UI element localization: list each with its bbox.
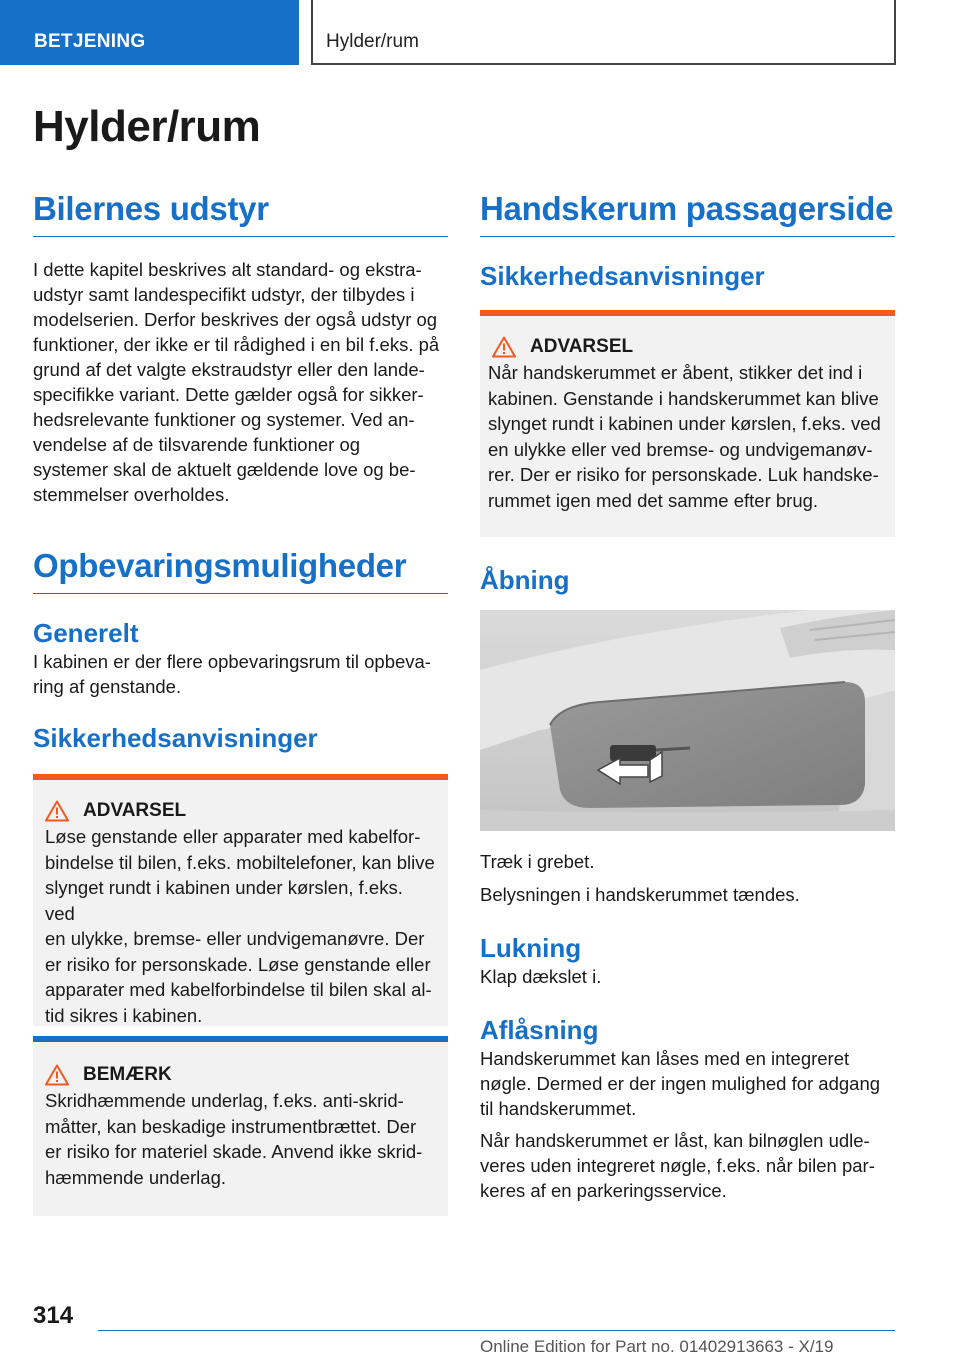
- abning-text-1: Træk i grebet.: [480, 851, 595, 872]
- footer-divider: [98, 1330, 895, 1331]
- heading-bilernes-udstyr: Bilernes udstyr: [33, 190, 448, 237]
- text-line: specifikke variant. Dette gælder også for sikker-: [33, 384, 424, 405]
- text-line: udstyr samt landespecifikt udstyr, der tilbydes i: [33, 284, 415, 305]
- text-line: I kabinen er der flere opbevaringsrum til opbeva-: [33, 651, 431, 672]
- heading-opbevaringsmuligheder: Opbevaringsmuligheder: [33, 547, 448, 594]
- warning-triangle-icon: [45, 1064, 69, 1086]
- text-line: måtter, kan beskadige instrumentbrættet. Der: [45, 1115, 417, 1137]
- section-label: BETJENING: [34, 31, 146, 52]
- text-line: en ulykke, bremse- eller undvigemanøvre. Der: [45, 928, 425, 949]
- text-line: I dette kapitel beskrives alt standard- og ekstra-: [33, 259, 422, 280]
- abning-text-2: Belysningen i handskerummet tændes.: [480, 884, 800, 905]
- text-line: slynget rundt i kabinen under kørslen, f.eks. ved: [488, 413, 881, 434]
- page-number: 314: [33, 1302, 74, 1329]
- warning-text: [45, 824, 436, 1028]
- warning-title: ADVARSEL: [83, 800, 187, 821]
- text-line: grund af det valgte ekstraudstyr eller den lande-: [33, 359, 425, 380]
- page-title: Hylder/rum: [33, 102, 261, 151]
- heading-aflasning: Aflåsning: [480, 1015, 599, 1045]
- lukning-text: Klap dækslet i.: [480, 966, 602, 987]
- warning-triangle-icon: [492, 336, 516, 358]
- text-line: slynget rundt i kabinen under kørslen, f.eks. ved: [45, 877, 403, 924]
- text-line: Når handskerummet er låst, kan bilnøglen udle-: [480, 1130, 870, 1151]
- text-line: rer. Der er risiko for personskade. Luk handske-: [488, 464, 879, 485]
- intro-paragraph: [33, 257, 448, 507]
- heading-sikkerhedsanvisninger: Sikkerhedsanvisninger: [480, 261, 765, 291]
- text-line: Handskerummet kan låses med en integreret: [480, 1048, 850, 1069]
- note-box: [33, 1036, 448, 1216]
- aflasning-paragraph-2: [480, 1128, 895, 1203]
- warning-box: [33, 774, 448, 1026]
- note-text: [45, 1088, 436, 1190]
- warning-header: [488, 336, 883, 358]
- text-line: ring af genstande.: [33, 676, 182, 697]
- text-line: nøgle. Dermed er der ingen mulighed for adgang: [480, 1073, 881, 1094]
- warning-box: [480, 310, 895, 537]
- text-line: veres uden integreret nøgle, f.eks. når bilen par-: [480, 1155, 875, 1176]
- text-line: keres af en parkeringsservice.: [480, 1180, 727, 1201]
- text-line: apparater med kabelforbindelse til bilen skal al-: [45, 979, 432, 1000]
- text-line: en ulykke eller ved bremse- og undvigemanøv-: [488, 438, 873, 460]
- text-line: til handskerummet.: [480, 1098, 637, 1119]
- text-line: er risiko for materiel skade. Anvend ikke skrid-: [45, 1141, 423, 1162]
- note-title: BEMÆRK: [83, 1064, 172, 1085]
- text-line: systemer skal de aktuelt gældende love og be-: [33, 459, 416, 480]
- text-line: Løse genstande eller apparater med kabelfor-: [45, 826, 421, 847]
- generelt-paragraph: [33, 649, 448, 699]
- chapter-label: Hylder/rum: [326, 31, 419, 52]
- heading-abning: Åbning: [480, 565, 570, 595]
- heading-generelt: Generelt: [33, 618, 139, 648]
- text-line: bindelse til bilen, f.eks. mobiltelefoner, kan blive: [45, 851, 435, 873]
- text-line: hedsrelevante funktioner og systemer. Ved an-: [33, 409, 415, 430]
- text-line: modelserien. Derfor beskrives der også udstyr og: [33, 309, 438, 330]
- text-line: stemmelser overholdes.: [33, 484, 230, 505]
- edition-label: Online Edition for Part no. 01402913663 - X/19: [480, 1337, 834, 1356]
- heading-handskerum-passagerside: Handskerum passagerside: [480, 190, 895, 237]
- text-line: hæmmende underlag.: [45, 1166, 226, 1188]
- text-line: kabinen. Genstande i handskerummet kan blive: [488, 387, 879, 409]
- warning-text: [488, 360, 883, 513]
- text-line: Skridhæmmende underlag, f.eks. anti-skrid-: [45, 1090, 404, 1111]
- warning-header: [45, 800, 436, 822]
- left-column: [33, 190, 448, 1216]
- text-line: er risiko for personskade. Løse genstande eller: [45, 953, 431, 975]
- text-line: tid sikres i kabinen.: [45, 1004, 203, 1026]
- text-line: funktioner, der ikke er til rådighed i en bil f.eks. på: [33, 334, 440, 355]
- chapter-tab: [311, 0, 896, 65]
- heading-sikkerhedsanvisninger: Sikkerhedsanvisninger: [33, 723, 318, 753]
- note-header: [45, 1064, 436, 1086]
- warning-triangle-icon: [45, 800, 69, 822]
- glovebox-illustration: [480, 610, 895, 831]
- aflasning-paragraph-1: [480, 1046, 895, 1121]
- text-line: Når handskerummet er åbent, stikker det ind i: [488, 362, 863, 383]
- warning-title: ADVARSEL: [530, 336, 634, 357]
- section-tab: [0, 0, 299, 65]
- text-line: vendelse af de tilsvarende funktioner og: [33, 434, 361, 455]
- text-line: rummet igen med det samme efter brug.: [488, 489, 819, 511]
- heading-lukning: Lukning: [480, 933, 582, 963]
- right-column: [480, 190, 895, 1203]
